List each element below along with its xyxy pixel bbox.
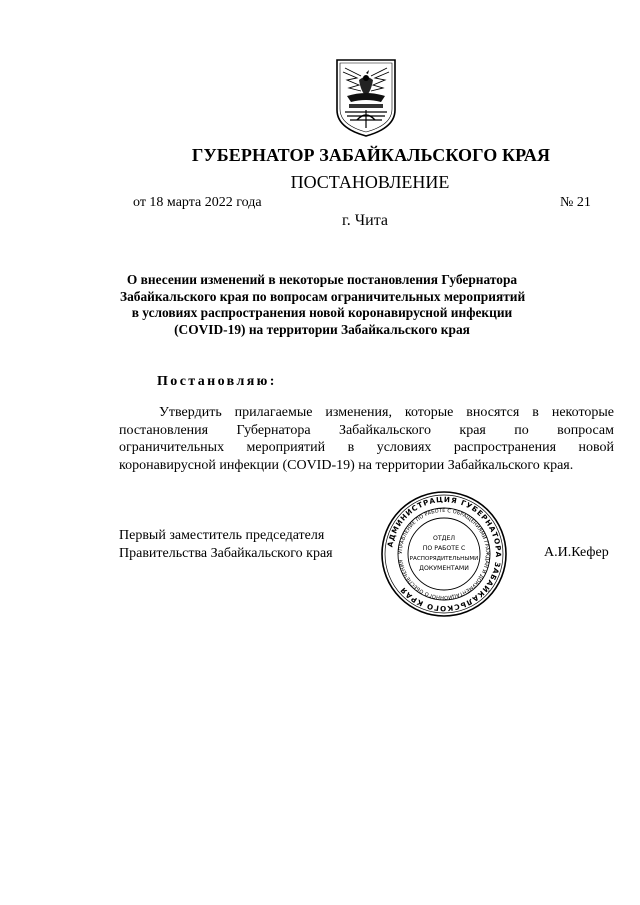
body-line: ограничительных мероприятий в условиях распространения новой	[119, 440, 614, 456]
stamp-center-line: ДОКУМЕНТАМИ	[419, 565, 469, 572]
document-number: № 21	[560, 195, 591, 210]
stamp-outer-text: АДМИНИСТРАЦИЯ ГУБЕРНАТОРА ЗАБАЙКАЛЬСКОГО КРАЯ	[385, 494, 504, 614]
body-paragraph	[119, 404, 614, 474]
document-city: г. Чита	[341, 212, 388, 229]
signer-position	[119, 527, 333, 563]
document-heading	[120, 272, 524, 338]
stamp-center-line: ОТДЕЛ	[432, 535, 456, 542]
heading-line: в условиях распространения новой коронавирусной инфекции	[131, 305, 513, 320]
stamp-center-line: РАСПОРЯДИТЕЛЬНЫМИ	[409, 556, 479, 562]
body-line: коронавирусной инфекции (COVID-19) на территории Забайкальского края.	[119, 457, 574, 473]
signer-position-line: Правительства Забайкальского края	[119, 546, 333, 561]
document-type: ПОСТАНОВЛЕНИЕ	[290, 172, 450, 192]
signer-position-line: Первый заместитель председателя	[119, 528, 325, 543]
decree-word: Постановляю:	[157, 374, 277, 389]
body-line: Утвердить прилагаемые изменения, которые вносятся в некоторые	[159, 405, 614, 420]
body-line: постановления Губернатора Забайкальского края по вопросам	[119, 422, 614, 438]
heading-line: Забайкальского края по вопросам ограничительных мероприятий	[120, 288, 526, 304]
stamp-center-line: ПО РАБОТЕ С	[422, 545, 466, 552]
heading-line: О внесении изменений в некоторые постановления Губернатора	[126, 272, 518, 287]
zabaykalsky-coat-of-arms-icon	[333, 58, 399, 138]
official-round-stamp-icon	[380, 490, 508, 618]
document-date: от 18 марта 2022 года	[133, 195, 262, 210]
governor-title: ГУБЕРНАТОР ЗАБАЙКАЛЬСКОГО КРАЯ	[191, 145, 551, 165]
stamp-inner-ring-text: УПРАВЛЕНИЕ ПО РАБОТЕ С ОБРАЩЕНИЯМИ ГРАЖДАН И ДОКУМЕНТАЦИОННОГО ОБЕСПЕЧЕНИЯ	[397, 507, 491, 601]
signer-name: А.И.Кефер	[544, 545, 609, 560]
heading-line: (COVID-19) на территории Забайкальского края	[174, 321, 470, 337]
